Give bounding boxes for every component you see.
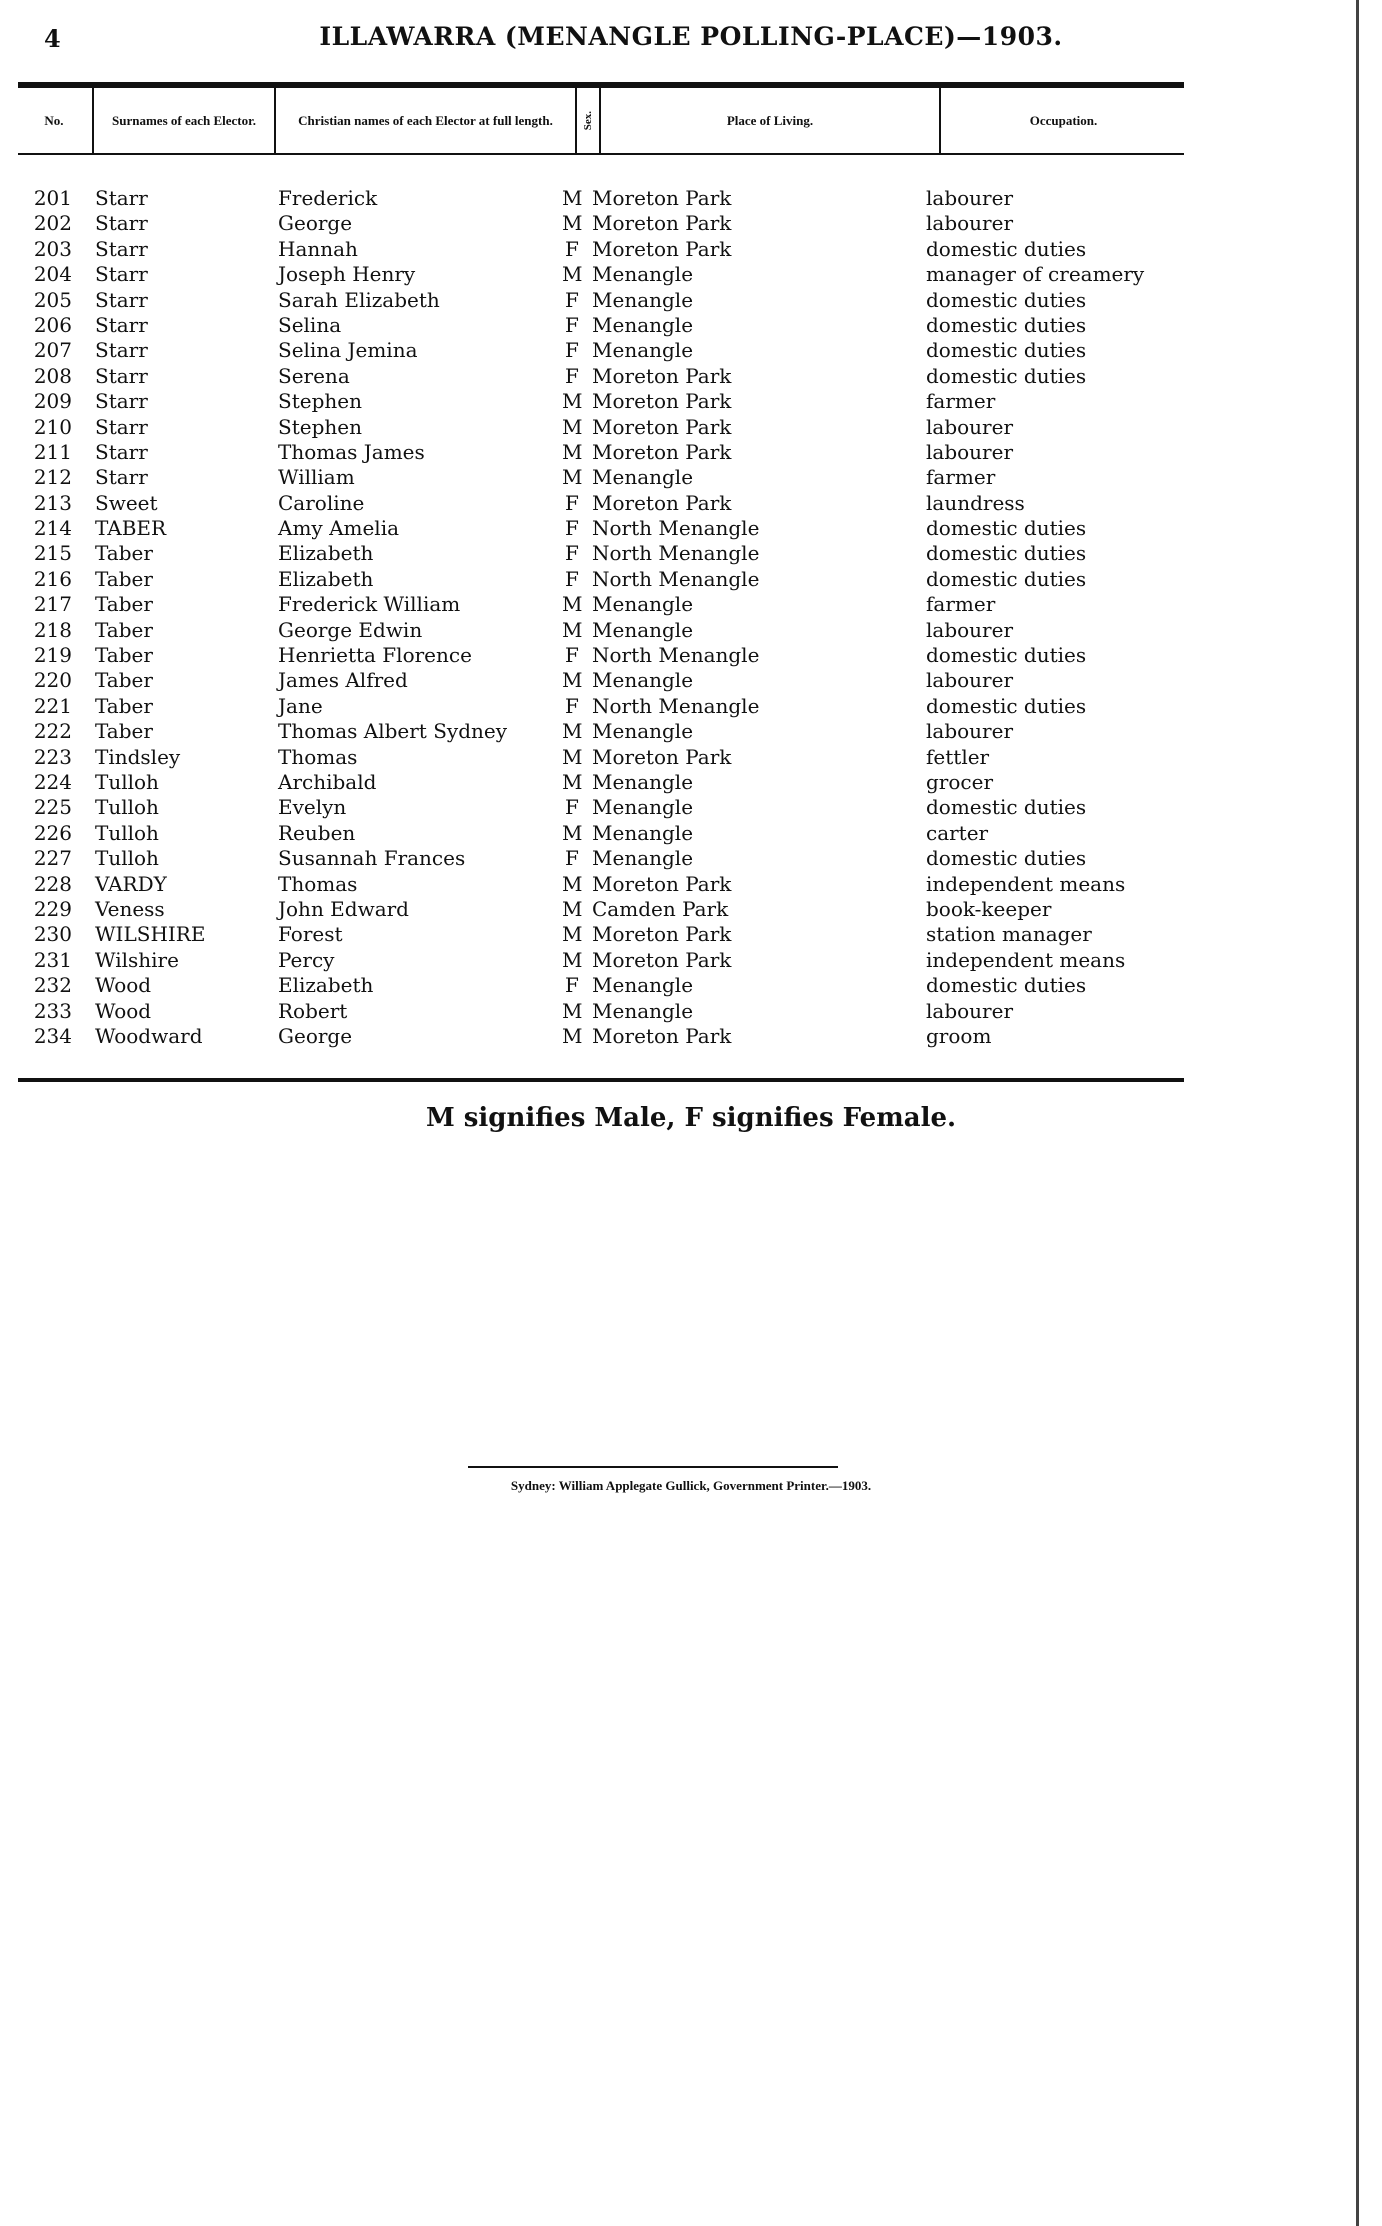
entry-surname: Tindsley <box>95 744 181 769</box>
entry-surname: Starr <box>95 389 148 414</box>
entry-surname: Taber <box>95 693 153 718</box>
entry-place-of-living: Menangle <box>592 312 694 337</box>
entry-surname: Starr <box>95 414 148 439</box>
entry-sex: M <box>562 617 583 642</box>
entry-place-of-living: Moreton Park <box>592 947 732 972</box>
entry-number: 222 <box>33 719 72 744</box>
table-row <box>0 262 1382 287</box>
entry-occupation: labourer <box>926 617 1014 642</box>
entry-christian-names: Amy Amelia <box>278 516 400 541</box>
entry-place-of-living: Menangle <box>592 769 694 794</box>
entry-number: 202 <box>33 211 72 236</box>
table-row <box>0 237 1382 262</box>
entry-christian-names: Thomas James <box>278 439 425 464</box>
entry-place-of-living: North Menangle <box>592 541 760 566</box>
table-row <box>0 364 1382 389</box>
entry-place-of-living: Menangle <box>592 973 694 998</box>
entry-christian-names: Serena <box>278 363 350 388</box>
entry-sex: M <box>562 1023 583 1048</box>
entry-occupation: grocer <box>926 769 994 794</box>
entry-place-of-living: North Menangle <box>592 643 760 668</box>
entry-number: 229 <box>33 896 72 921</box>
header-christian-names: Christian names of each Elector at full length. <box>274 88 575 153</box>
table-row <box>0 999 1382 1024</box>
entry-sex: F <box>565 693 579 718</box>
entry-place-of-living: Moreton Park <box>592 922 732 947</box>
electoral-roll-table <box>0 186 1382 1049</box>
entry-place-of-living: Menangle <box>592 820 694 845</box>
entry-place-of-living: North Menangle <box>592 693 760 718</box>
entry-sex: F <box>565 287 579 312</box>
entry-place-of-living: Moreton Park <box>592 186 732 210</box>
entry-sex: F <box>565 643 579 668</box>
entry-occupation: carter <box>926 820 989 845</box>
entry-sex: F <box>565 973 579 998</box>
table-row <box>0 288 1382 313</box>
entry-surname: Starr <box>95 287 148 312</box>
table-row <box>0 846 1382 871</box>
entry-number: 213 <box>33 490 72 515</box>
entry-place-of-living: Menangle <box>592 668 694 693</box>
entry-occupation: domestic duties <box>926 516 1087 541</box>
entry-surname: Tulloh <box>95 846 159 871</box>
entry-occupation: domestic duties <box>926 236 1087 261</box>
header-place-of-living: Place of Living. <box>599 88 939 153</box>
entry-surname: Taber <box>95 668 153 693</box>
imprint-rule <box>468 1466 838 1468</box>
printer-imprint: Sydney: William Applegate Gullick, Government Printer.—1903. <box>510 1478 872 1493</box>
page-edge <box>1356 0 1359 2226</box>
header-sex <box>575 88 599 153</box>
entry-number: 203 <box>33 236 72 261</box>
entry-surname: Wood <box>95 973 152 998</box>
table-row <box>0 618 1382 643</box>
entry-surname: Starr <box>95 236 148 261</box>
table-row <box>0 491 1382 516</box>
entry-number: 223 <box>33 744 72 769</box>
entry-occupation: labourer <box>926 719 1014 744</box>
entry-surname: Wood <box>95 998 152 1023</box>
entry-number: 220 <box>33 668 72 693</box>
page-number: 4 <box>44 24 61 53</box>
entry-sex: F <box>565 846 579 871</box>
entry-number: 205 <box>33 287 72 312</box>
entry-sex: M <box>562 439 583 464</box>
entry-christian-names: Selina <box>278 312 342 337</box>
entry-christian-names: Henrietta Florence <box>278 643 472 668</box>
entry-occupation: groom <box>926 1023 992 1048</box>
entry-place-of-living: North Menangle <box>592 566 760 591</box>
table-row <box>0 389 1382 414</box>
header-sex-label: Sex. <box>582 110 594 131</box>
entry-place-of-living: Moreton Park <box>592 871 732 896</box>
entry-number: 221 <box>33 693 72 718</box>
table-row <box>0 516 1382 541</box>
entry-sex: M <box>562 896 583 921</box>
entry-place-of-living: Menangle <box>592 719 694 744</box>
entry-sex: M <box>562 922 583 947</box>
entry-place-of-living: Menangle <box>592 465 694 490</box>
entry-place-of-living: Menangle <box>592 795 694 820</box>
entry-surname: Taber <box>95 617 153 642</box>
header-surname: Surnames of each Elector. <box>92 88 274 153</box>
entry-surname: VARDY <box>95 871 167 896</box>
entry-number: 228 <box>33 871 72 896</box>
entry-place-of-living: Menangle <box>592 592 694 617</box>
entry-christian-names: Thomas <box>278 744 358 769</box>
entry-christian-names: Selina Jemina <box>278 338 418 363</box>
entry-christian-names: Caroline <box>278 490 365 515</box>
entry-christian-names: Joseph Henry <box>278 262 416 287</box>
entry-number: 216 <box>33 566 72 591</box>
table-row <box>0 313 1382 338</box>
entry-occupation: domestic duties <box>926 363 1087 388</box>
page-title: ILLAWARRA (MENANGLE POLLING-PLACE)—1903. <box>319 22 1063 51</box>
entry-place-of-living: Moreton Park <box>592 236 732 261</box>
entry-number: 211 <box>33 439 72 464</box>
entry-occupation: labourer <box>926 998 1014 1023</box>
entry-sex: M <box>562 947 583 972</box>
entry-number: 204 <box>33 262 72 287</box>
entry-christian-names: Archibald <box>278 769 377 794</box>
entry-place-of-living: Menangle <box>592 338 694 363</box>
entry-occupation: domestic duties <box>926 338 1087 363</box>
entry-surname: Starr <box>95 312 148 337</box>
bottom-rule <box>18 1078 1184 1082</box>
entry-christian-names: William <box>278 465 355 490</box>
table-row <box>0 719 1382 744</box>
table-header <box>18 88 1184 155</box>
entry-sex: F <box>565 541 579 566</box>
table-row <box>0 948 1382 973</box>
entry-christian-names: James Alfred <box>278 668 408 693</box>
entry-occupation: book-keeper <box>926 896 1052 921</box>
entry-number: 208 <box>33 363 72 388</box>
entry-occupation: domestic duties <box>926 643 1087 668</box>
entry-sex: F <box>565 312 579 337</box>
entry-sex: M <box>562 668 583 693</box>
entry-number: 218 <box>33 617 72 642</box>
entry-surname: Starr <box>95 186 148 210</box>
table-row <box>0 592 1382 617</box>
entry-sex: M <box>562 389 583 414</box>
entry-sex: F <box>565 363 579 388</box>
entry-occupation: farmer <box>926 592 996 617</box>
entry-occupation: independent means <box>926 871 1126 896</box>
entry-sex: M <box>562 769 583 794</box>
entry-sex: M <box>562 186 583 210</box>
entry-sex: M <box>562 465 583 490</box>
entry-place-of-living: Moreton Park <box>592 389 732 414</box>
entry-sex: M <box>562 744 583 769</box>
entry-sex: F <box>565 516 579 541</box>
entry-place-of-living: Moreton Park <box>592 363 732 388</box>
entry-christian-names: Thomas Albert Sydney <box>278 719 508 744</box>
entry-occupation: manager of creamery <box>926 262 1145 287</box>
entry-surname: Tulloh <box>95 795 159 820</box>
entry-surname: Taber <box>95 643 153 668</box>
entry-number: 210 <box>33 414 72 439</box>
entry-sex: M <box>562 592 583 617</box>
table-row <box>0 770 1382 795</box>
entry-surname: Taber <box>95 566 153 591</box>
entry-place-of-living: Menangle <box>592 846 694 871</box>
entry-occupation: farmer <box>926 465 996 490</box>
entry-christian-names: Stephen <box>278 414 362 439</box>
entry-number: 215 <box>33 541 72 566</box>
table-row <box>0 922 1382 947</box>
entry-place-of-living: Moreton Park <box>592 211 732 236</box>
entry-place-of-living: Moreton Park <box>592 490 732 515</box>
entry-occupation: independent means <box>926 947 1126 972</box>
table-row <box>0 872 1382 897</box>
entry-sex: M <box>562 262 583 287</box>
entry-occupation: labourer <box>926 414 1014 439</box>
entry-sex: M <box>562 820 583 845</box>
entry-sex: M <box>562 414 583 439</box>
entry-place-of-living: Camden Park <box>592 896 729 921</box>
entry-sex: F <box>565 338 579 363</box>
entry-occupation: labourer <box>926 439 1014 464</box>
table-row <box>0 211 1382 236</box>
entry-christian-names: John Edward <box>278 896 409 921</box>
entry-christian-names: Thomas <box>278 871 358 896</box>
entry-surname: Starr <box>95 338 148 363</box>
header-occupation: Occupation. <box>939 88 1186 153</box>
entry-number: 232 <box>33 973 72 998</box>
entry-occupation: farmer <box>926 389 996 414</box>
entry-occupation: domestic duties <box>926 846 1087 871</box>
entry-number: 201 <box>33 186 72 210</box>
entry-occupation: labourer <box>926 211 1014 236</box>
entry-christian-names: George Edwin <box>278 617 423 642</box>
entry-surname: Wilshire <box>95 947 179 972</box>
entry-place-of-living: Menangle <box>592 998 694 1023</box>
entry-number: 224 <box>33 769 72 794</box>
entry-number: 227 <box>33 846 72 871</box>
entry-surname: Starr <box>95 439 148 464</box>
entry-sex: M <box>562 719 583 744</box>
entry-occupation: domestic duties <box>926 973 1087 998</box>
table-row <box>0 440 1382 465</box>
table-row <box>0 745 1382 770</box>
sex-legend: M signifies Male, F signifies Female. <box>425 1103 957 1133</box>
entry-place-of-living: Moreton Park <box>592 744 732 769</box>
entry-number: 231 <box>33 947 72 972</box>
entry-christian-names: Elizabeth <box>278 541 374 566</box>
entry-christian-names: Susannah Frances <box>278 846 466 871</box>
entry-number: 234 <box>33 1023 72 1048</box>
entry-christian-names: Elizabeth <box>278 566 374 591</box>
entry-christian-names: Evelyn <box>278 795 347 820</box>
entry-place-of-living: Moreton Park <box>592 414 732 439</box>
entry-surname: Starr <box>95 211 148 236</box>
entry-surname: Taber <box>95 719 153 744</box>
entry-place-of-living: Menangle <box>592 262 694 287</box>
table-row <box>0 643 1382 668</box>
entry-number: 207 <box>33 338 72 363</box>
entry-christian-names: Elizabeth <box>278 973 374 998</box>
entry-sex: M <box>562 211 583 236</box>
entry-christian-names: Forest <box>278 922 343 947</box>
entry-surname: Woodward <box>95 1023 203 1048</box>
entry-place-of-living: Moreton Park <box>592 439 732 464</box>
entry-christian-names: George <box>278 1023 353 1048</box>
table-row <box>0 897 1382 922</box>
entry-surname: TABER <box>95 516 167 541</box>
entry-sex: F <box>565 236 579 261</box>
entry-number: 230 <box>33 922 72 947</box>
table-row <box>0 465 1382 490</box>
entry-number: 214 <box>33 516 72 541</box>
table-row <box>0 973 1382 998</box>
entry-occupation: domestic duties <box>926 312 1087 337</box>
entry-place-of-living: Moreton Park <box>592 1023 732 1048</box>
entry-occupation: labourer <box>926 668 1014 693</box>
header-no: No. <box>44 112 64 128</box>
table-row <box>0 186 1382 211</box>
entry-number: 225 <box>33 795 72 820</box>
entry-christian-names: Sarah Elizabeth <box>278 287 440 312</box>
entry-christian-names: Frederick <box>278 186 378 210</box>
entry-surname: Starr <box>95 363 148 388</box>
entry-christian-names: Reuben <box>278 820 356 845</box>
entry-sex: M <box>562 871 583 896</box>
table-row <box>0 821 1382 846</box>
entry-number: 209 <box>33 389 72 414</box>
entry-surname: Veness <box>95 896 165 921</box>
entry-sex: M <box>562 998 583 1023</box>
entry-surname: WILSHIRE <box>95 922 206 947</box>
entry-occupation: domestic duties <box>926 693 1087 718</box>
table-row <box>0 795 1382 820</box>
table-row <box>0 541 1382 566</box>
table-row <box>0 1024 1382 1049</box>
table-row <box>0 415 1382 440</box>
entry-number: 219 <box>33 643 72 668</box>
table-row <box>0 668 1382 693</box>
entry-number: 233 <box>33 998 72 1023</box>
entry-christian-names: Stephen <box>278 389 362 414</box>
entry-surname: Taber <box>95 592 153 617</box>
entry-number: 217 <box>33 592 72 617</box>
entry-occupation: labourer <box>926 186 1014 210</box>
entry-place-of-living: North Menangle <box>592 516 760 541</box>
entry-occupation: domestic duties <box>926 566 1087 591</box>
entry-sex: F <box>565 490 579 515</box>
table-row <box>0 338 1382 363</box>
entry-christian-names: Hannah <box>278 236 358 261</box>
entry-sex: F <box>565 795 579 820</box>
entry-occupation: domestic duties <box>926 795 1087 820</box>
entry-christian-names: Jane <box>278 693 323 718</box>
entry-occupation: laundress <box>926 490 1025 515</box>
table-row <box>0 694 1382 719</box>
entry-surname: Tulloh <box>95 820 159 845</box>
entry-occupation: station manager <box>926 922 1092 947</box>
entry-surname: Taber <box>95 541 153 566</box>
entry-place-of-living: Menangle <box>592 287 694 312</box>
entry-christian-names: Robert <box>278 998 348 1023</box>
entry-sex: F <box>565 566 579 591</box>
entry-christian-names: George <box>278 211 353 236</box>
table-row <box>0 567 1382 592</box>
entry-occupation: fettler <box>926 744 990 769</box>
entry-christian-names: Frederick William <box>278 592 461 617</box>
entry-occupation: domestic duties <box>926 287 1087 312</box>
entry-number: 206 <box>33 312 72 337</box>
entry-number: 226 <box>33 820 72 845</box>
entry-surname: Sweet <box>95 490 158 515</box>
entry-christian-names: Percy <box>278 947 335 972</box>
entry-surname: Tulloh <box>95 769 159 794</box>
entry-surname: Starr <box>95 465 148 490</box>
entry-number: 212 <box>33 465 72 490</box>
entry-occupation: domestic duties <box>926 541 1087 566</box>
entry-place-of-living: Menangle <box>592 617 694 642</box>
entry-surname: Starr <box>95 262 148 287</box>
